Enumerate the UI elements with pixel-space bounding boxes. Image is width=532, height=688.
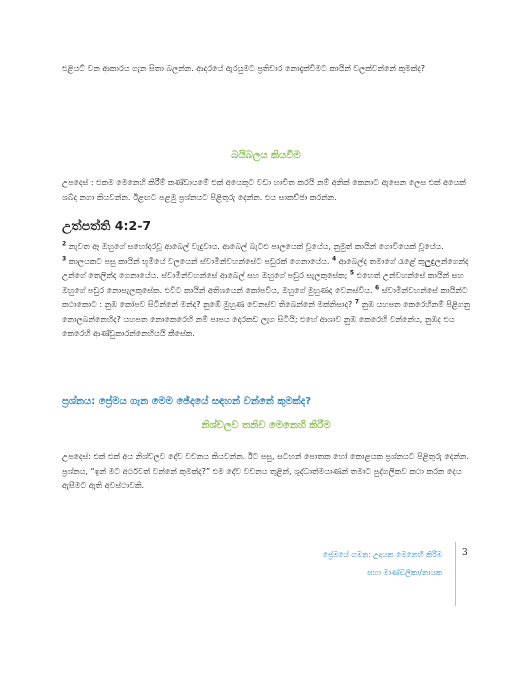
section-heading-bible-reading: බයිබලය කියවීම	[231, 150, 301, 161]
verse-2	[62, 242, 444, 251]
verse-number: 7	[354, 298, 360, 306]
verse-text: ආබෙල්ද තමාගේ රැළේ කුලුඳුලන්ගෙන්ද උන්ගේ තෙලින්ද ගෙනායේය. ස්වාමීන්වහන්සේ ආබෙල් සහ ඔහුගේ පඩුර සැලකුසේක;	[62, 256, 469, 280]
bible-reading-instructions: උපදෙස් : එකම මෙනෙහි කිරීම් කණ්ඩායමේ එක් අයෙකුට වඩා හාචිත කරයි නම් අනික් කෙනාට ඇසෙන ලෙස එක් අයෙක් ශබ්ද නගා කියවන්න. ඊළඟට පළමු ප්‍රශ්නයට පිළිතුරු දෙන්න. එය සාකච්ඡා කරන්න.	[62, 178, 466, 202]
verse-3	[62, 254, 330, 266]
verse-number: 2	[62, 240, 67, 248]
footer-subtitle: සහා මාණ්ඩලිකා/නායක	[367, 568, 442, 577]
verse-number: 5	[349, 269, 355, 277]
discussion-question: ප්‍රශ්නය: ප්‍රේමය ගැන මෙම ඡේදයේ සඳහන් වන්නේ කුමක්ද?	[62, 396, 312, 407]
footer-divider	[455, 542, 456, 606]
verse-text: නැවත ඈ ඔහුගේ සහෝදරවූ ආබෙල් වැදුවාය. ආබෙල් බැටළු පාලයෙක් වූයේය, නුමුත් කායින් ගොවියෙක් වූයේය.	[68, 242, 444, 251]
verse-text: එහෙත් උන්වහන්සේ කායින් සහ ඔහුගේ පඩුර නොසැලකුසේක. එවිට කායින් අතිශයෙන් කෝපවිය, ඔහුගේ මුහුණද වෙනස්විය.	[62, 271, 464, 295]
scripture-passage	[62, 240, 472, 342]
section-heading-silent-meditation: නිශ්චලව තනිව මෙනෙහි කිරීම	[201, 420, 331, 431]
scripture-reference: උත්පත්ති 4:2-7	[62, 218, 152, 233]
verse-text: කාලයකට පසු කායින් භූමියේ වලයෙන් ස්වාමීන්වහන්සේට පඩුරක් ගෙනායේය.	[68, 256, 330, 266]
verse-number: 6	[375, 283, 380, 291]
page-number: 3	[462, 548, 468, 558]
verse-number: 4	[332, 254, 337, 262]
verse-text: නුඹ යහපත කෙරෙහිනම් පිළිගනු නොලබන්නෙහිද? යහපත නොකෙරෙහි නම් පාපය දොරකඩ ලැග සිටියි; එහේ ආශාව නුඹ කෙරෙහි වන්නේය, නුඹද එය කෙරෙහි ආණ්ඩුකාරන්නෙහියයි කීසේක.	[62, 300, 471, 338]
intro-paragraph: එළියට් වන ආකාරය ගැන සිතා බලන්න. ආදරයේ ඇරයුමට ප්‍රතිචාර නොදැක්වීමට කායින් වලක්වන්නේ කුමක්ද?	[62, 64, 426, 73]
footer-title: ප්‍රේමයේ ගමන: උදයක මෙනෙහි කිරීම	[322, 550, 442, 559]
meditation-instructions: උපදෙස්: එක් එක් අය නිශ්චලව දේව වචනය කියවන්න. ඊට පසු, සටහන් පොතක හෝ කොළයක ප්‍රශ්නයට පිළිතුරු දෙන්න. ප්‍රශ්නය, “ඉන් මට අර්ථවත් වන්නේ කුමක්ද?” එම දේව වචනය තුළින්, ශුද්ධාත්මයාණන් තමාට පුද්ගලිකව කථා කරන දෙය ඇසීමට ඇති අවස්ථාවකි.	[62, 452, 469, 490]
verse-text: ස්වාමීන්වහන්සේ කායින්ට කථාකොට : නුඹ කෝපව සිටින්නේ මන්ද? නුඹේ මුහුණ වෙනස්ව තිබෙන්නේ මක්නිසාද?	[62, 285, 468, 309]
verse-number: 3	[62, 254, 67, 262]
